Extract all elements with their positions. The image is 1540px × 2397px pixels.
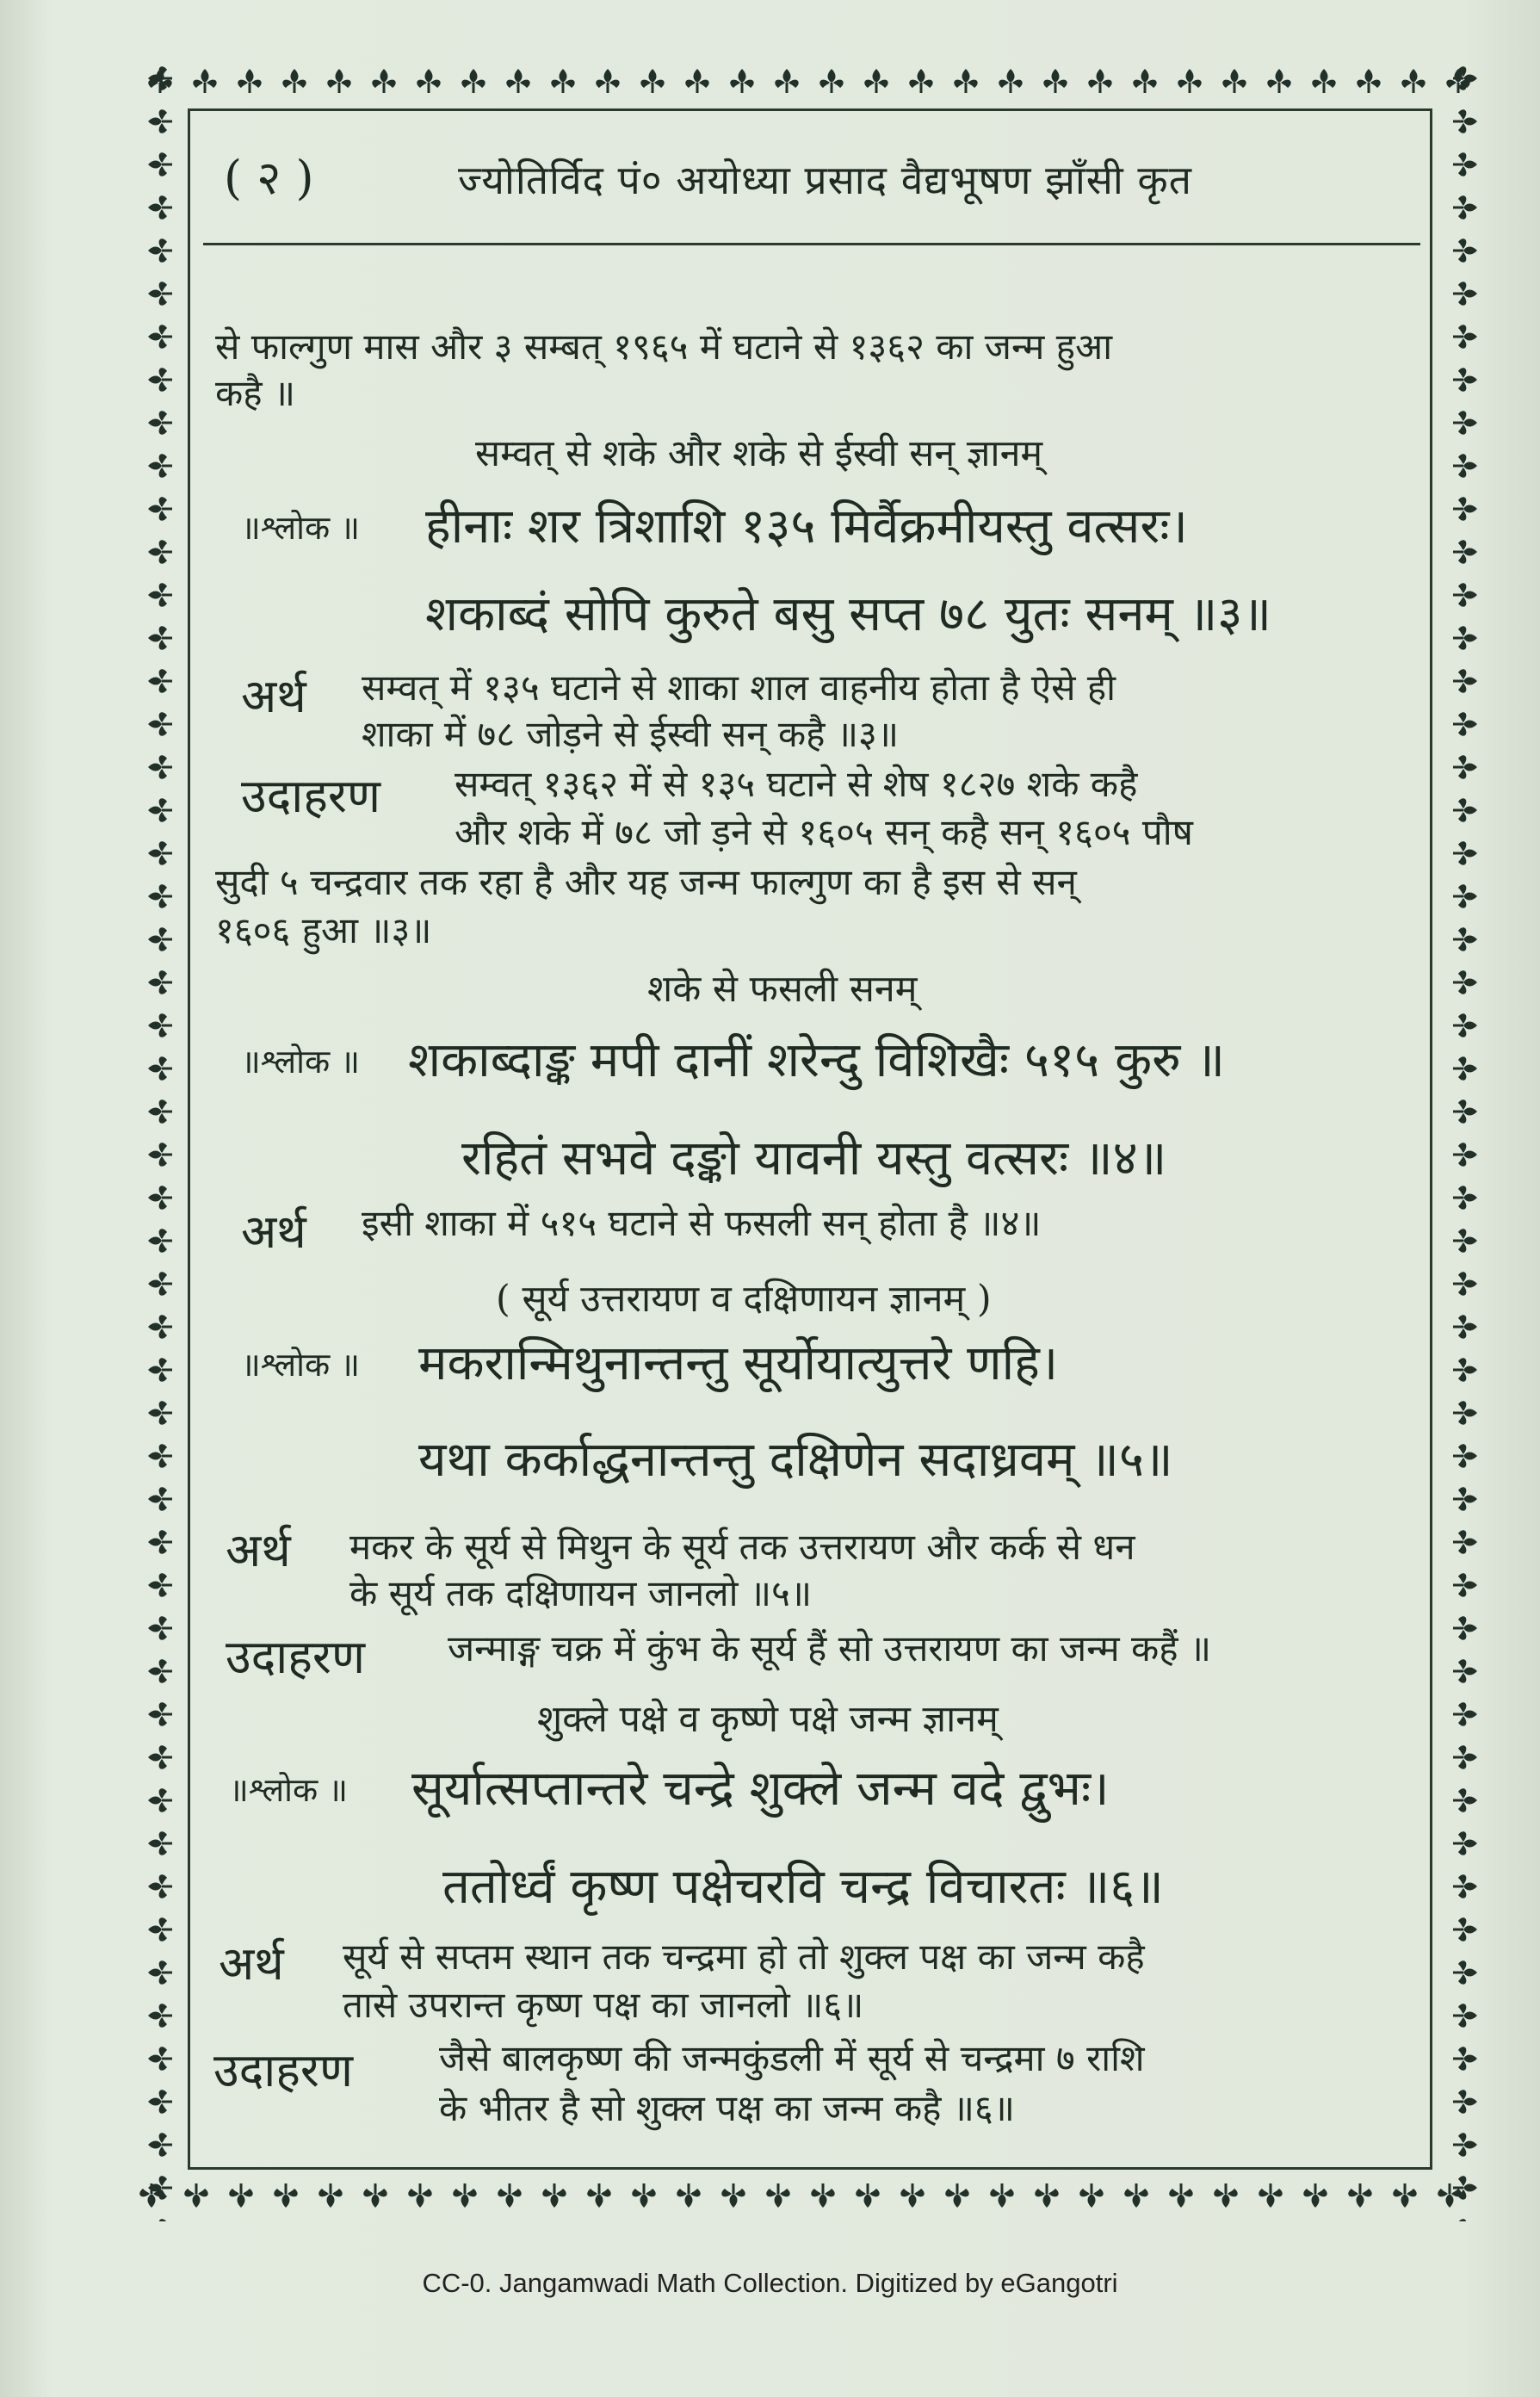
body-line: से फाल्गुण मास और ३ सम्बत् १९६५ में घटाने से १३६२ का जन्म हुआ <box>215 325 1112 368</box>
udaharan-label: उदाहरण <box>241 769 381 823</box>
verse-line: ततोर्ध्वं कृष्ण पक्षेचरवि चन्द्र विचारतः ॥६॥ <box>442 1859 1164 1915</box>
fleuron-row-bottom <box>129 2170 1481 2221</box>
verse-line: शकाब्दं सोपि कुरुते बसु सप्त ७८ युतः सनम् ॥३॥ <box>425 586 1271 642</box>
running-head: ज्योतिर्विद पं० अयोध्या प्रसाद वैद्यभूषण झाँसी कृत <box>458 157 1192 203</box>
shloka-label: ॥श्लोक ॥ <box>241 1043 361 1081</box>
body-line: इसी शाका में ५१५ घटाने से फसली सन् होता है ॥४॥ <box>362 1202 1042 1244</box>
body-line: कहै ॥ <box>215 372 296 414</box>
section-heading: शुक्ले पक्षे व कृष्णे पक्षे जन्म ज्ञानम् <box>537 1698 999 1741</box>
ornamental-border-bottom <box>129 2170 1481 2221</box>
verse-line: शकाब्दाङ्क मपी दानीं शरेन्दु विशिखैः ५१५ कुरु ॥ <box>408 1032 1225 1088</box>
body-line: और शके में ७८ जो ड़ने से १६०५ सन् कहै सन् १६०५ पौष <box>455 811 1193 853</box>
verse-line: सूर्यात्सप्तान्तरे चन्द्रे शुक्ले जन्म वदे द्वुभः। <box>411 1761 1110 1817</box>
section-heading: सम्वत् से शके और शके से ईस्वी सन् ज्ञानम् <box>475 432 1043 475</box>
verse-line: यथा कर्काद्धनान्तन्तु दक्षिणेन सदाध्रवम् ॥५॥ <box>418 1432 1173 1488</box>
body-line: जन्माङ्ग चक्र में कुंभ के सूर्य हैं सो उत्तरायण का जन्म कहैं ॥ <box>448 1627 1212 1669</box>
section-heading: ( सूर्य उत्तरायण व दक्षिणायन ज्ञानम् ) <box>496 1278 992 1321</box>
body-line: सुदी ५ चन्द्रवार तक रहा है और यह जन्म फाल्गुण का है इस से सन् <box>215 861 1077 903</box>
artha-label: अर्थ <box>241 1205 306 1259</box>
artha-label: अर्थ <box>241 669 306 723</box>
body-line: जैसे बालकृष्ण की जन्मकुंडली में सूर्य से चन्द्रमा ७ राशि <box>439 2037 1145 2079</box>
shloka-label: ॥श्लोक ॥ <box>241 1346 361 1384</box>
digitization-credit: CC-0. Jangamwadi Math Collection. Digitized by eGangotri <box>422 2268 1118 2298</box>
shloka-label: ॥श्लोक ॥ <box>241 509 361 547</box>
fleuron-column-right <box>1429 57 1498 2221</box>
body-line: १६०६ हुआ ॥३॥ <box>215 909 432 951</box>
artha-label: अर्थ <box>219 1936 284 1991</box>
page-number: ( २ ) <box>224 151 314 205</box>
body-line: सूर्य से सप्तम स्थान तक चन्द्रमा हो तो शुक्ल पक्ष का जन्म कहै <box>343 1936 1145 1978</box>
verse-line: हीनाः शर त्रिशाशि १३५ मिर्वैक्रमीयस्तु वत्सरः। <box>425 499 1188 554</box>
fleuron-row-top <box>138 57 1481 108</box>
section-heading: शके से फसली सनम् <box>647 968 918 1011</box>
verse-line: मकरान्मिथुनान्तन्तु सूर्योयात्युत्तरे णहि। <box>418 1335 1059 1391</box>
udaharan-label: उदाहरण <box>226 1630 366 1684</box>
body-line: सम्वत् १३६२ में से १३५ घटाने से शेष १८२७ शके कहै <box>455 763 1138 805</box>
udaharan-label: उदाहरण <box>213 2043 354 2097</box>
shloka-label: ॥श्लोक ॥ <box>229 1771 349 1809</box>
body-line: के भीतर है सो शुक्ल पक्ष का जन्म कहै ॥६॥ <box>439 2087 1015 2129</box>
artha-label: अर्थ <box>226 1523 291 1577</box>
verse-line: रहितं सभवे दङ्को यावनी यस्तु वत्सरः ॥४॥ <box>461 1130 1167 1186</box>
body-line: के सूर्य तक दक्षिणायन जानलो ॥५॥ <box>349 1572 813 1614</box>
ornamental-border-top <box>138 57 1481 108</box>
body-line: तासे उपरान्त कृष्ण पक्ष का जानलो ॥६॥ <box>343 1984 864 2026</box>
body-line: मकर के सूर्य से मिथुन के सूर्य तक उत्तरायण और कर्क से धन <box>349 1526 1135 1568</box>
body-line: सम्वत् में १३५ घटाने से शाका शाल वाहनीय होता है ऐसे ही <box>362 666 1116 709</box>
header-rule <box>203 243 1420 245</box>
body-line: शाका में ७८ जोड़ने से ईस्वी सन् कहै ॥३॥ <box>362 713 899 755</box>
ornamental-border-right <box>1429 57 1498 2221</box>
